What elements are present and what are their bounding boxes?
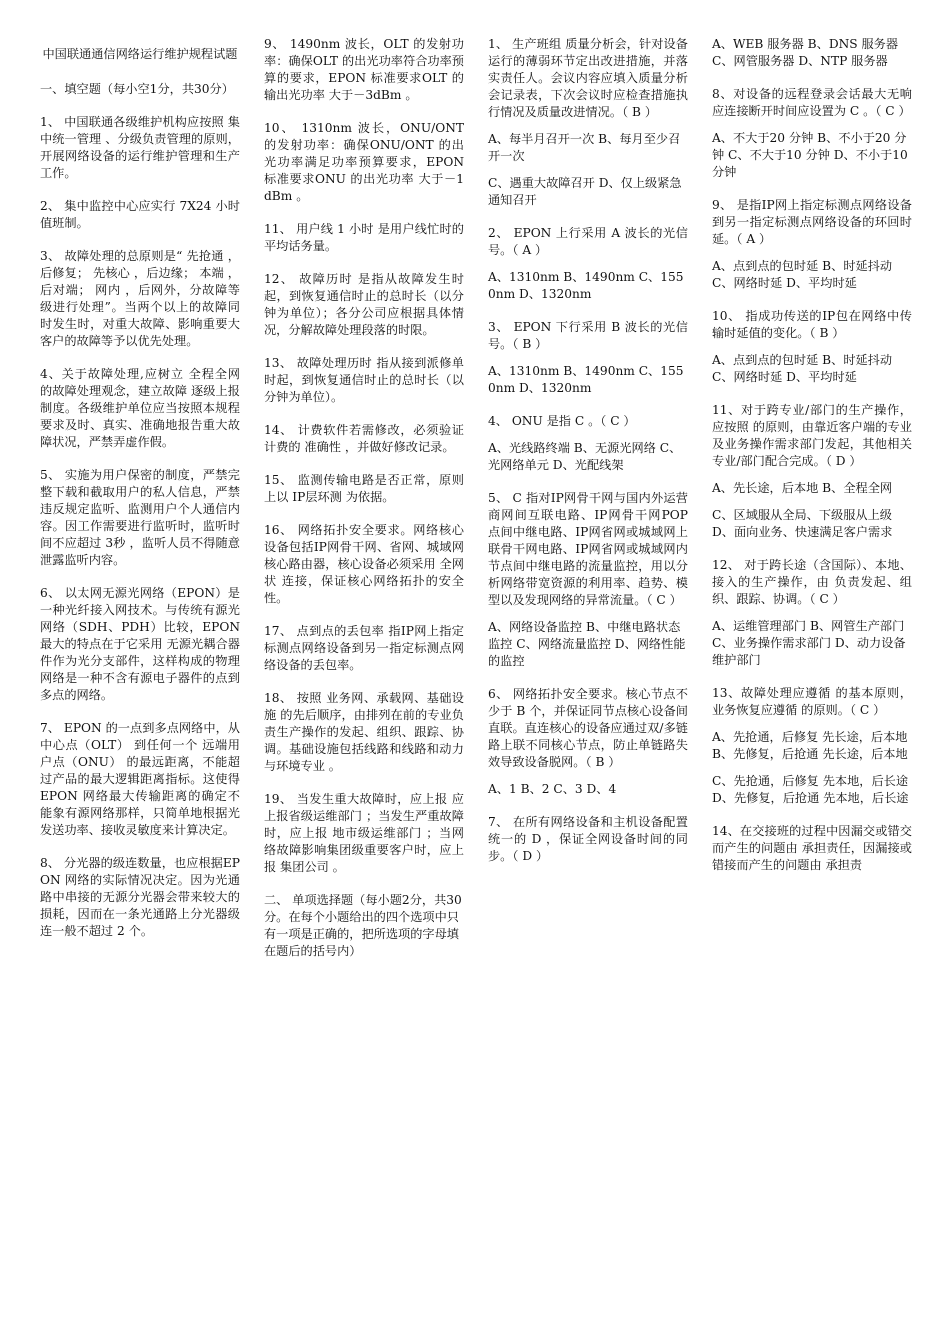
options: A、不大于20 分钟 B、不小于20 分钟 C、不大于10 分钟 D、不小于10 分钟 bbox=[712, 131, 908, 179]
question: 5、 实施为用户保密的制度，严禁完整下载和截取用户的私人信息，严禁违反规定监听、监测用户个人通信内容。因工作需要进行监听时，监听时间不应超过 3秒 ，监听人员不得随意泄露监听内容。 bbox=[40, 468, 240, 567]
column-2 bbox=[264, 36, 464, 976]
question: 12、 对于跨长途（含国际）、本地、接入的生产操作，由 负责发起、组织、跟踪、协调。（ C ） bbox=[712, 558, 912, 606]
section-heading: 一、填空题（每小空1分，共30分） bbox=[40, 82, 234, 96]
question: 14、在交接班的过程中因漏交或错交而产生的问题由 承担责任，因漏接或错接而产生的问题由 承担责 bbox=[712, 824, 912, 872]
question: 6、 以太网无源光网络（EPON）是一种光纤接入网技术。与传统有源光网络（SDH、PDH）比较，EPON最大的特点在于它采用 无源光耦合器件作为光分支部件，这样构成的物理网络是一种不含有源电子器件的点到多点的网络。 bbox=[40, 586, 240, 702]
column-4 bbox=[712, 36, 912, 890]
question: 12、 故障历时 是指从故障发生时起，到恢复通信时止的总时长（以分钟为单位）；各分公司应根据具体情况，分解故障处理段落的时限。 bbox=[264, 272, 464, 337]
options: A、1 B、2 C、3 D、4 bbox=[488, 782, 617, 796]
question: 17、 点到点的丢包率 指IP网上指定标测点网络设备到另一指定标测点网络设备的丢包率。 bbox=[264, 624, 464, 672]
options: A、每半月召开一次 B、每月至少召开一次 bbox=[488, 132, 681, 163]
options: C、遇重大故障召开 D、仅上级紧急通知召开 bbox=[488, 176, 682, 207]
options: A、先长途，后本地 B、全程全网 bbox=[712, 481, 893, 495]
question: 19、 当发生重大故障时，应上报 应上报省级运维部门 ；当发生严重故障时，应上报 地市级运维部门 ；当网络故障影响集团级重要客户时，应上报 集团公司 。 bbox=[264, 792, 464, 874]
question: 7、 EPON 的一点到多点网络中，从 中心点（OLT） 到任何一个 远端用户点（ONU） 的最远距离，不能超过产品的最大逻辑距离指标。这使得EPON 网络最大传输距离的确定不能象有源网络那样，只简单地根据光发送功率、接收灵敏度来计算决定。 bbox=[40, 721, 240, 837]
question: 8、 分光器的级连数量，也应根据EPON 网络的实际情况决定。因为光通路中串接的无源分光器会带来较大的损耗，因而在一条光通路上分光器级连一般不超过 2 个。 bbox=[40, 856, 240, 938]
options: A、WEB 服务器 B、DNS 服务器 C、网管服务器 D、NTP 服务器 bbox=[712, 37, 899, 68]
question: 10、 1310nm 波长，ONU/ONT 的发射功率：确保ONU/ONT 的出光功率满足功率预算要求，EPON 标准要求ONU 的出光功率 大于－1dBm 。 bbox=[264, 121, 464, 203]
options: A、1310nm B、1490nm C、1550nm D、1320nm bbox=[488, 364, 684, 395]
question: 7、 在所有网络设备和主机设备配置统一的 D ，保证全网设备时间的同步。（ D ） bbox=[488, 815, 688, 863]
question: 10、 指成功传送的IP包在网络中传输时延值的变化。（ B ） bbox=[712, 309, 912, 340]
options: A、运维管理部门 B、网管生产部门 C、业务操作需求部门 D、动力设备维护部门 bbox=[712, 619, 906, 667]
question: 6、 网络拓扑安全要求。核心节点不少于 B 个，并保证同节点核心设备间直联。直连核心的设备应通过双/多链路上联不同核心节点，防止单链路失效导致设备脱网。（ B ） bbox=[488, 687, 688, 769]
options: A、先抢通，后修复 先长途，后本地 B、先修复，后抢通 先长途，后本地 bbox=[712, 730, 908, 761]
question: 3、 故障处理的总原则是“ 先抢通 ，后修复； 先核心 ，后边缘； 本端 ，后对端； 网内 ，后网外，分故障等级进行处理”。当两个以上的故障同时发生时，对重大故障、影响重要大客户的故障等予以优先处理。 bbox=[40, 249, 240, 348]
question: 4、 ONU 是指 C 。（ C ） bbox=[488, 414, 636, 428]
question: 9、 1490nm 波长，OLT 的发射功率：确保OLT 的出光功率符合功率预算的要求，EPON 标准要求OLT 的输出光功率 大于－3dBm 。 bbox=[264, 37, 464, 102]
question: 4、关于故障处理,应树立 全程全网 的故障处理观念，建立故障 逐级上报 制度。各级维护单位应当按照本规程要求及时、真实、准确地报告重大故障状况，严禁弄虚作假。 bbox=[40, 367, 240, 449]
question: 13、故障处理应遵循 的基本原则，业务恢复应遵循 的原则。（ C ） bbox=[712, 686, 912, 717]
options: A、网络设备监控 B、中继电路状态监控 C、网络流量监控 D、网络性能的监控 bbox=[488, 620, 686, 668]
options: A、光线路终端 B、无源光网络 C、光网络单元 D、光配线架 bbox=[488, 441, 682, 472]
question: 8、对设备的远程登录会话最大无响应连接断开时间应设置为 C 。（ C ） bbox=[712, 87, 912, 118]
question: 16、 网络拓扑安全要求。网络核心设备包括IP网骨干网、省网、城域网核心路由器，核心设备必须采用 全网状 连接，保证核心网络拓扑的安全性。 bbox=[264, 523, 464, 605]
options: C、区域服从全局、下级服从上级 D、面向业务、快速满足客户需求 bbox=[712, 508, 893, 539]
options: C、先抢通，后修复 先本地，后长途 D、先修复，后抢通 先本地，后长途 bbox=[712, 774, 909, 805]
question: 2、 EPON 上行采用 A 波长的光信号。（ A ） bbox=[488, 226, 688, 257]
page-title: 中国联通通信网络运行维护规程试题 bbox=[42, 47, 238, 61]
question: 1、 生产班组 质量分析会，针对设备运行的薄弱环节定出改进措施，并落实责任人。会议内容应填入质量分析会记录表，下次会议时应检查措施执行情况及质量改进情况。（ B ） bbox=[488, 37, 688, 119]
question: 11、 用户线 1 小时 是用户线忙时的平均话务量。 bbox=[264, 222, 464, 253]
question: 9、 是指IP网上指定标测点网络设备到另一指定标测点网络设备的环回时延。（ A ） bbox=[712, 198, 912, 246]
column-1 bbox=[40, 36, 240, 956]
exam-page bbox=[40, 36, 915, 1326]
question: 2、 集中监控中心应实行 7X24 小时 值班制。 bbox=[40, 199, 240, 230]
question: 13、 故障处理历时 指从接到派修单时起，到恢复通信时止的总时长（以分钟为单位）。 bbox=[264, 356, 464, 404]
column-3 bbox=[488, 36, 688, 881]
question: 3、 EPON 下行采用 B 波长的光信号。（ B ） bbox=[488, 320, 688, 351]
question: 5、 C 指对IP网骨干网与国内外运营商网间互联电路、IP网骨干网POP 点间中继电路、IP网省网或城域网上联骨干网电路、IP网省网或城域网内节点间中继电路的流量监控，用以分析网络带宽资源的利用率、趋势、模型以及发现网络的异常流量。（ C ） bbox=[488, 491, 688, 607]
question: 14、 计费软件若需修改，必须验证计费的 准确性 ，并做好修改记录。 bbox=[264, 423, 464, 454]
question: 11、对于跨专业/部门的生产操作，应按照 的原则，由靠近客户端的专业及业务操作需求部门发起，其他相关专业/部门配合完成。（ D ） bbox=[712, 403, 912, 468]
options: A、点到点的包时延 B、时延抖动 C、网络时延 D、平均时延 bbox=[712, 353, 893, 384]
section-heading: 二、 单项选择题（每小题2分，共30分。在每个小题给出的四个选项中只有一项是正确的，把所选项的字母填在题后的括号内） bbox=[264, 893, 462, 958]
options: A、点到点的包时延 B、时延抖动 C、网络时延 D、平均时延 bbox=[712, 259, 893, 290]
question: 1、 中国联通各级维护机构应按照 集中统一管理 、分级负责管理的原则，开展网络设备的运行维护管理和生产工作。 bbox=[40, 115, 240, 180]
question: 15、 监测传输电路是否正常，原则上以 IP层环测 为依据。 bbox=[264, 473, 464, 504]
options: A、1310nm B、1490nm C、1550nm D、1320nm bbox=[488, 270, 684, 301]
question: 18、 按照 业务网、承载网、基础设施 的先后顺序，由排列在前的专业负责生产操作的发起、组织、跟踪、协调。基础设施包括线路和线路和动力与环境专业 。 bbox=[264, 691, 464, 773]
